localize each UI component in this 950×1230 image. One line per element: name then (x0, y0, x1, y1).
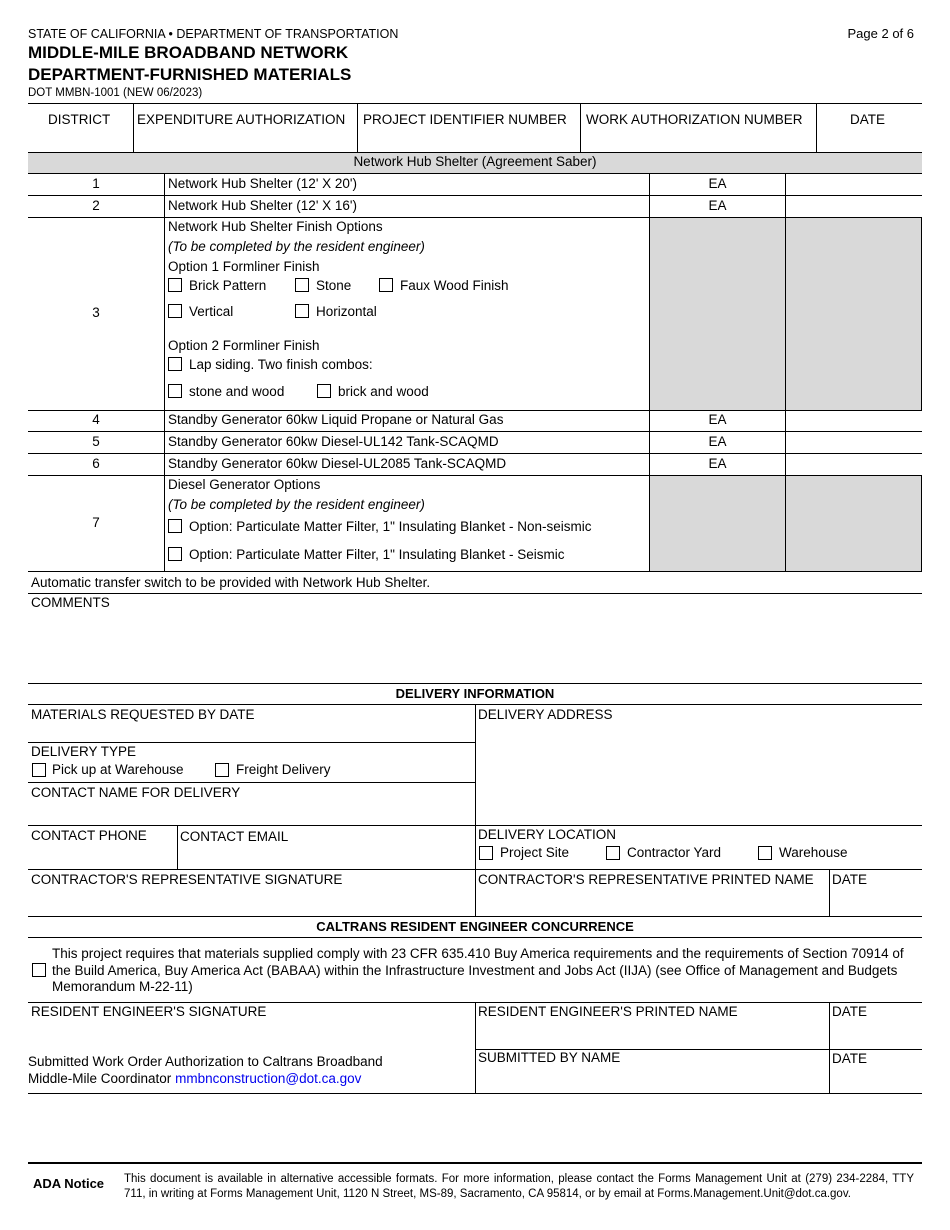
item-number: 1 (92, 176, 100, 191)
lap-siding-checkbox[interactable] (168, 357, 182, 371)
freight-delivery-label: Freight Delivery (236, 762, 331, 777)
agency-name: STATE OF CALIFORNIA • DEPARTMENT OF TRANSPORTATION (28, 27, 399, 41)
delivery-type-label: DELIVERY TYPE (31, 744, 137, 759)
non-seismic-option-label: Option: Particulate Matter Filter, 1" Insulating Blanket - Non-seismic (189, 519, 592, 534)
item-number: 7 (92, 515, 100, 530)
item-description: Network Hub Shelter (12' X 20') (168, 176, 357, 191)
contractor-rep-printed-name-label: CONTRACTOR'S REPRESENTATIVE PRINTED NAME (478, 872, 814, 887)
seismic-option-label: Option: Particulate Matter Filter, 1" Insulating Blanket - Seismic (189, 547, 565, 562)
brick-and-wood-checkbox[interactable] (317, 384, 331, 398)
horizontal-label: Horizontal (316, 304, 377, 319)
col-work-authorization: WORK AUTHORIZATION NUMBER (586, 112, 803, 127)
form-title-line1: MIDDLE-MILE BROADBAND NETWORK (28, 43, 349, 62)
item-unit: EA (708, 198, 727, 213)
item-description: Network Hub Shelter (12' X 16') (168, 198, 357, 213)
transfer-switch-note: Automatic transfer switch to be provided with Network Hub Shelter. (31, 575, 431, 590)
item7-title: Diesel Generator Options (168, 477, 321, 492)
contact-name-label: CONTACT NAME FOR DELIVERY (31, 785, 241, 800)
vertical-checkbox[interactable] (168, 304, 182, 318)
item-description: Standby Generator 60kw Diesel-UL2085 Tank-SCAQMD (168, 456, 507, 471)
brick-and-wood-label: brick and wood (338, 384, 429, 399)
pickup-warehouse-label: Pick up at Warehouse (52, 762, 184, 777)
delivery-address-field[interactable] (476, 722, 922, 824)
delivery-address-label: DELIVERY ADDRESS (478, 707, 613, 722)
item-unit: EA (708, 412, 727, 427)
item3-option2-title: Option 2 Formliner Finish (168, 338, 320, 353)
item3-option1-title: Option 1 Formliner Finish (168, 259, 320, 274)
col-district: DISTRICT (48, 112, 111, 127)
item-number: 3 (92, 305, 100, 320)
item-number: 6 (92, 456, 100, 471)
faux-wood-label: Faux Wood Finish (400, 278, 509, 293)
item3-note: (To be completed by the resident engineer) (168, 239, 425, 254)
brick-pattern-label: Brick Pattern (189, 278, 267, 293)
coordinator-email-link[interactable]: mmbnconstruction@dot.ca.gov (175, 1071, 362, 1086)
project-site-label: Project Site (500, 845, 570, 860)
submitted-work-order-text: Submitted Work Order Authorization to Caltrans Broadband (28, 1054, 383, 1069)
col-project-identifier: PROJECT IDENTIFIER NUMBER (363, 112, 567, 127)
ada-notice-text: This document is available in alternative accessible formats. For more information, please contact the Forms Management Unit at (279) 234-2284, TTY 711, in writing at Forms Management Unit, 1120 N Street, MS-89, Sacramento, CA 95814, or by email at Forms.Management.Unit@dot.ca.gov. (124, 1173, 914, 1200)
item-number: 2 (92, 198, 100, 213)
contact-phone-label: CONTACT PHONE (31, 828, 147, 843)
page-number: Page 2 of 6 (847, 26, 914, 41)
ada-notice-title: ADA Notice (33, 1176, 105, 1191)
contact-email-label: CONTACT EMAIL (180, 829, 289, 844)
form-title-line2: DEPARTMENT-FURNISHED MATERIALS (28, 65, 352, 84)
brick-pattern-checkbox[interactable] (168, 278, 182, 292)
horizontal-checkbox[interactable] (295, 304, 309, 318)
item7-note: (To be completed by the resident engineer) (168, 497, 425, 512)
submitted-work-order-text-line2 (28, 1071, 361, 1086)
re-printed-name-label: RESIDENT ENGINEER'S PRINTED NAME (478, 1004, 738, 1019)
buy-america-checkbox[interactable] (32, 963, 46, 977)
item-unit: EA (708, 434, 727, 449)
item3-title: Network Hub Shelter Finish Options (168, 219, 383, 234)
faux-wood-checkbox[interactable] (379, 278, 393, 292)
stone-and-wood-label: stone and wood (189, 384, 285, 399)
vertical-label: Vertical (189, 304, 234, 319)
freight-delivery-checkbox[interactable] (215, 763, 229, 777)
submitted-date-label: DATE (832, 1051, 868, 1066)
item-number: 5 (92, 434, 100, 449)
col-date: DATE (850, 112, 886, 127)
submitted-by-name-label: SUBMITTED BY NAME (478, 1050, 621, 1065)
lap-siding-label: Lap siding. Two finish combos: (189, 357, 373, 372)
materials-requested-date-label: MATERIALS REQUESTED BY DATE (31, 707, 255, 722)
project-site-checkbox[interactable] (479, 846, 493, 860)
item-description: Standby Generator 60kw Diesel-UL142 Tank-SCAQMD (168, 434, 499, 449)
item-unit: EA (708, 456, 727, 471)
re-date-label: DATE (832, 1004, 868, 1019)
item-number: 4 (92, 412, 100, 427)
seismic-option-checkbox[interactable] (168, 547, 182, 561)
warehouse-checkbox[interactable] (758, 846, 772, 860)
form-number: DOT MMBN-1001 (NEW 06/2023) (28, 87, 203, 99)
delivery-section-title: DELIVERY INFORMATION (395, 686, 555, 701)
item-description: Standby Generator 60kw Liquid Propane or Natural Gas (168, 412, 504, 427)
concurrence-section-title: CALTRANS RESIDENT ENGINEER CONCURRENCE (316, 919, 634, 934)
contractor-yard-checkbox[interactable] (606, 846, 620, 860)
delivery-location-label: DELIVERY LOCATION (478, 827, 617, 842)
comments-label: COMMENTS (31, 595, 110, 610)
pickup-warehouse-checkbox[interactable] (32, 763, 46, 777)
stone-label: Stone (316, 278, 352, 293)
coordinator-label: Middle-Mile Coordinator (28, 1071, 172, 1086)
warehouse-label: Warehouse (779, 845, 848, 860)
contact-name-field[interactable] (28, 800, 474, 824)
stone-checkbox[interactable] (295, 278, 309, 292)
form-title (28, 42, 351, 86)
contractor-date-label: DATE (832, 872, 868, 887)
materials-requested-date-field[interactable] (28, 722, 474, 742)
section-title: Network Hub Shelter (Agreement Saber) (353, 154, 597, 169)
contractor-rep-signature-label: CONTRACTOR'S REPRESENTATIVE SIGNATURE (31, 872, 343, 887)
contractor-yard-label: Contractor Yard (627, 845, 722, 860)
re-signature-label: RESIDENT ENGINEER'S SIGNATURE (31, 1004, 267, 1019)
buy-america-statement: This project requires that materials supplied comply with 23 CFR 635.410 Buy America requirements and the requirements of Section 70914 of the Build America, Buy America Act (BABAA) within the Infrastructure Investment and Jobs Act (IIJA) (see Office of Management and Budgets Memorandum M-22-11) (52, 946, 904, 994)
col-expenditure-authorization: EXPENDITURE AUTHORIZATION (137, 112, 346, 127)
non-seismic-option-checkbox[interactable] (168, 519, 182, 533)
comments-field[interactable] (28, 612, 922, 682)
item-unit: EA (708, 176, 727, 191)
stone-and-wood-checkbox[interactable] (168, 384, 182, 398)
